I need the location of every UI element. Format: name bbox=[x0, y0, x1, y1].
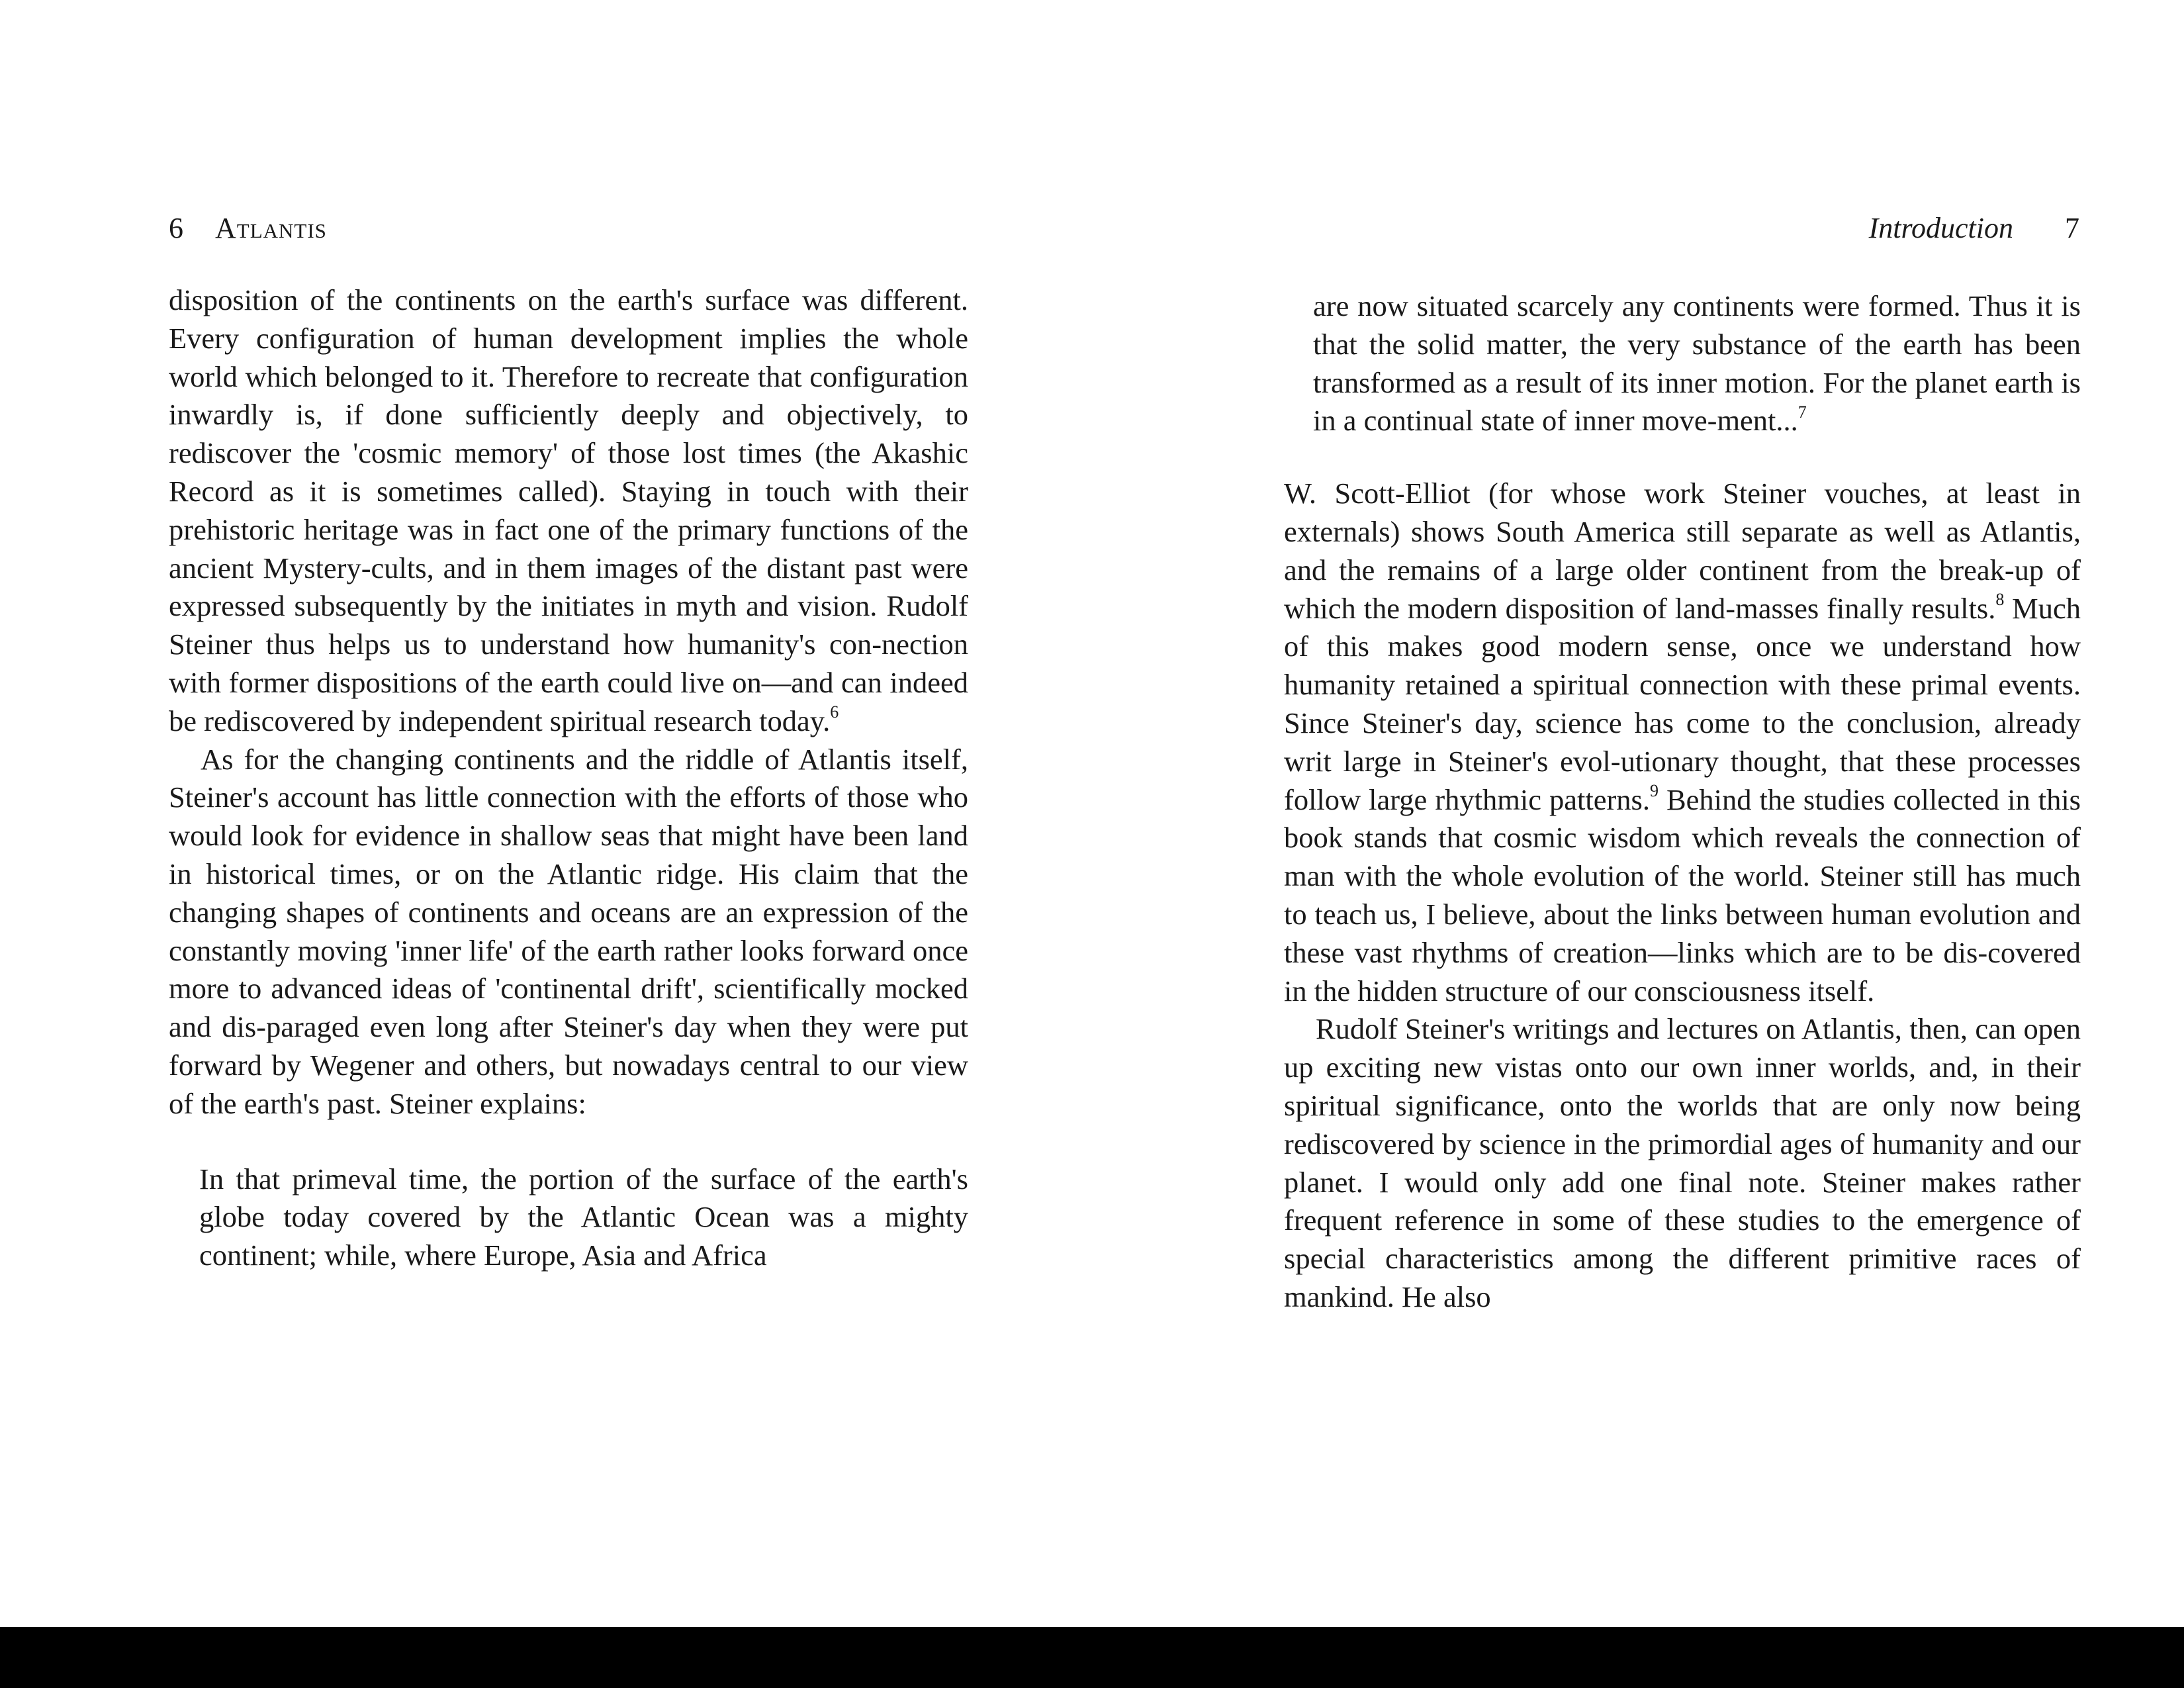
scanner-bottom-edge bbox=[0, 1627, 2184, 1688]
footnote-ref-7: 7 bbox=[1797, 402, 1807, 422]
right-block-quote-continuation bbox=[1284, 287, 2081, 440]
right-paragraph-1-text-a: W. Scott-Elliot (for whose work Steiner vouches, at least in externals) shows South America still separate as well as Atlantis, and the remains of a large older continent from the break-up of which the modern disposition of land-masses finally results. bbox=[1284, 477, 2081, 625]
right-paragraph-2: Rudolf Steiner's writings and lectures on Atlantis, then, can open up exciting new vistas onto our own inner worlds, and, in their spiritual significance, onto the worlds that are only now being rediscovered by science in the primordial ages of humanity and our planet. I would only add one final note. Steiner makes rather frequent reference in some of these studies to the emergence of special characteristics among the different primitive races of mankind. He also bbox=[1284, 1012, 2081, 1313]
footnote-ref-6: 6 bbox=[830, 702, 839, 722]
right-page bbox=[1092, 0, 2184, 1628]
left-block-quote: In that primeval time, the portion of the surface of the earth's globe today covered by the Atlantic Ocean was a mighty continent; while, where Europe, Asia and Africa bbox=[199, 1162, 968, 1272]
left-running-title: Atlantis bbox=[215, 212, 327, 244]
footnote-ref-8: 8 bbox=[1995, 589, 2005, 609]
left-paragraph-1 bbox=[169, 281, 968, 741]
right-body-text bbox=[1284, 287, 2081, 1317]
left-body-text bbox=[169, 281, 968, 1275]
left-page-number: 6 bbox=[169, 212, 183, 244]
left-page bbox=[0, 0, 1092, 1628]
left-paragraph-2: As for the changing continents and the riddle of Atlantis itself, Steiner's account has little connection with the efforts of those who would look for evidence in shallow seas that might have been land in historical times, or on the Atlantic ridge. His claim that the changing shapes of continents and oceans are an expression of the constantly moving 'inner life' of the earth rather looks forward once more to advanced ideas of 'continental drift', scientifically mocked and dis-paraged even long after Steiner's day when they were put forward by Wegener and others, but nowadays central to our view of the earth's past. Steiner explains: bbox=[169, 742, 968, 1120]
right-paragraph-1-text-b: Much of this makes good modern sense, once we understand how humanity retained a spiritual connection with these primal events. Since Steiner's day, science has come to the conclusion, already writ large in Steiner's evol-utionary thought, that these processes follow large rhythmic patterns. bbox=[1284, 591, 2081, 816]
left-paragraph-1-text: disposition of the continents on the earth's surface was different. Every configuration of human development implies the whole world which belonged to it. Therefore to recreate that configuration inwardly is, if done sufficiently deeply and objectively, to rediscover the 'cosmic memory' of those lost times (the Akashic Record as it is sometimes called). Staying in touch with their prehistoric heritage was in fact one of the primary functions of the ancient Mystery-cults, and in them images of the distant past were expressed subsequently by the initiates in myth and vision. Rudolf Steiner thus helps us to understand how humanity's con-nection with former dispositions of the earth could live on—and can indeed be rediscovered by independent spiritual research today. bbox=[169, 283, 968, 737]
right-page-number: 7 bbox=[2065, 212, 2079, 244]
right-running-head bbox=[1869, 209, 2079, 248]
right-paragraph-1-text-c: Behind the studies collected in this book stands that cosmic wisdom which reveals the connection of man with the whole evolution of the world. Steiner still has much to teach us, I believe, about the links between human evolution and these vast rhythms of creation—links which are to be dis-covered in the hidden structure of our consciousness itself. bbox=[1284, 782, 2081, 1008]
right-running-title: Introduction bbox=[1868, 212, 2013, 244]
left-running-head bbox=[169, 209, 327, 248]
right-paragraph-1 bbox=[1284, 475, 2081, 1010]
footnote-ref-9: 9 bbox=[1649, 780, 1659, 800]
right-quote-text: are now situated scarcely any continents were formed. Thus it is that the solid matter, the very substance of the earth has been transformed as a result of its inner motion. For the planet earth is in a continual state of inner move-ment... bbox=[1313, 289, 2081, 438]
